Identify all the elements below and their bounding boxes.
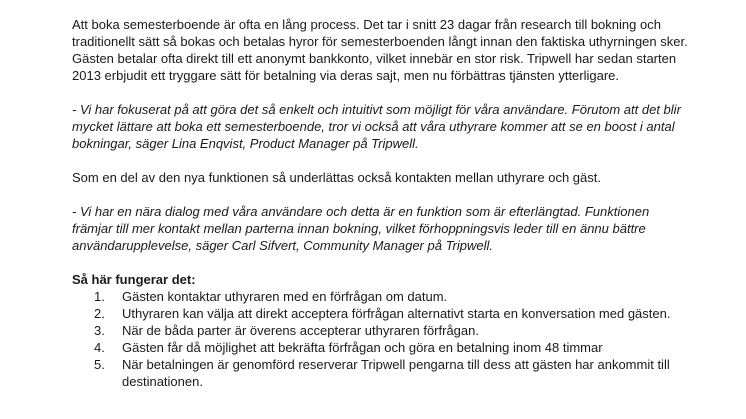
middle-paragraph: Som en del av den nya funktionen så underlättas också kontakten mellan uthyrare och gäst. <box>72 170 601 185</box>
intro-paragraph: Att boka semesterboende är ofta en lång process. Det tar i snitt 23 dagar från research till bokning och traditionellt sätt så bokas och betalas hyror för semesterboenden långt innan den faktiska uthyrningen sker. Gästen betalar ofta direkt till ett anonymt bankkonto, vilket innebär en stor risk. Tripwell har sedan starten 2013 erbjudit ett tryggare sätt för betalning via deras sajt, men nu förbättras tjänsten ytterligare. <box>72 17 688 83</box>
document-page <box>72 16 692 390</box>
list-item-text: När de båda parter är överens accepterar uthyraren förfrågan. <box>122 323 479 338</box>
list-item <box>72 356 692 390</box>
list-item <box>72 288 692 305</box>
list-item-number: 3. <box>94 323 105 338</box>
howto-heading: Så här fungerar det: <box>72 272 196 287</box>
howto-steps-list <box>72 288 692 390</box>
list-item-text: Uthyraren kan välja att direkt acceptera förfrågan alternativt starta en konversation med gästen. <box>122 306 671 321</box>
list-item <box>72 322 692 339</box>
list-item <box>72 305 692 322</box>
list-item-number: 4. <box>94 340 105 355</box>
list-item-text: När betalningen är genomförd reserverar Tripwell pengarna till dess att gästen har ankommit till destinationen. <box>122 357 670 389</box>
list-item-text: Gästen får då möjlighet att bekräfta förfrågan och göra en betalning inom 48 timmar <box>122 340 603 355</box>
list-item-number: 2. <box>94 306 105 321</box>
quote-lina-enqvist: - Vi har fokuserat på att göra det så enkelt och intuitivt som möjligt för våra användare. Förutom att det blir mycket lättare att boka ett semesterboende, tror vi också att våra uthyrare kommer att se en boost i antal bokningar, säger Lina Enqvist, Product Manager på Tripwell. <box>72 102 681 151</box>
list-item-number: 1. <box>94 289 105 304</box>
quote-carl-sifvert: - Vi har en nära dialog med våra användare och detta är en funktion som är efterlängtad. Funktionen främjar till mer kontakt mellan parterna innan bokning, vilket förhoppningsvis leder till en ännu bättre användarupplevelse, säger Carl Sifvert, Community Manager på Tripwell. <box>72 204 650 253</box>
list-item-number: 5. <box>94 357 105 372</box>
list-item <box>72 339 692 356</box>
list-item-text: Gästen kontaktar uthyraren med en förfrågan om datum. <box>122 289 448 304</box>
